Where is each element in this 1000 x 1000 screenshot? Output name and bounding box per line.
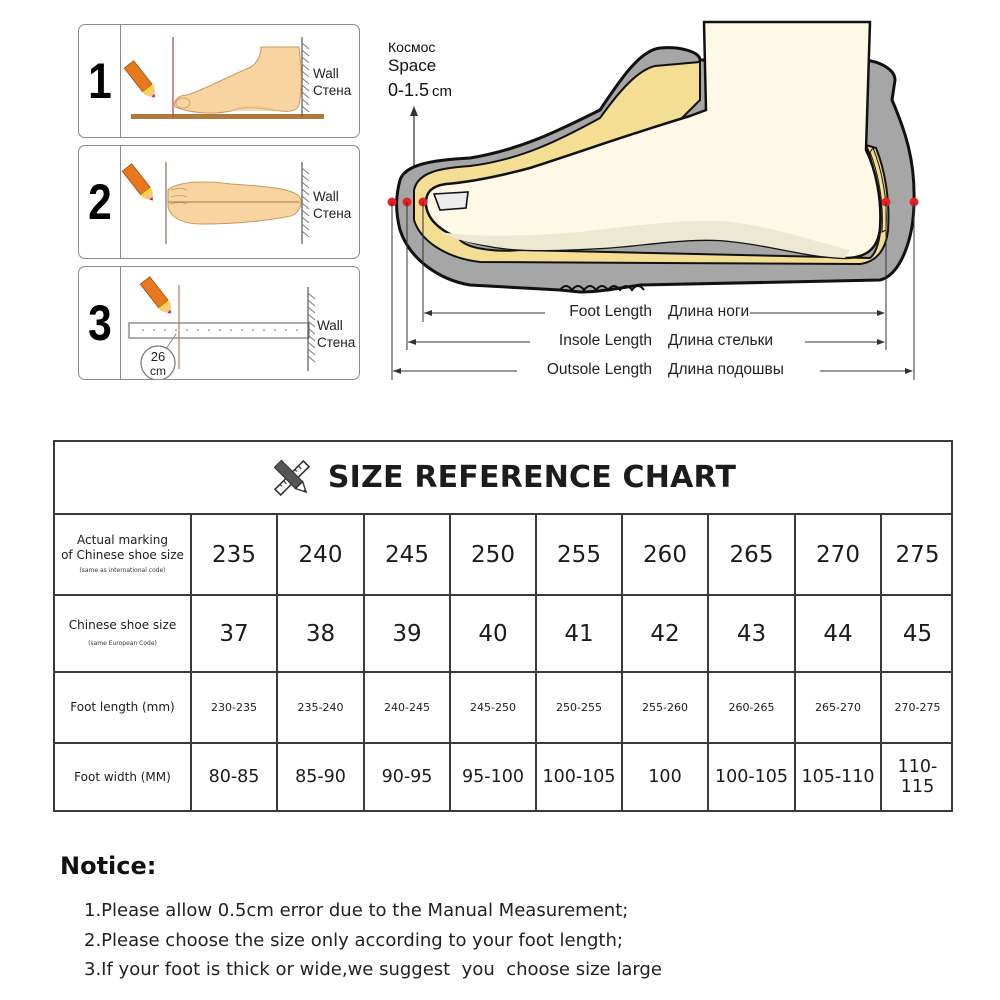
row-header-line2: of Chinese shoe size xyxy=(61,548,184,562)
step-2-panel xyxy=(78,145,360,259)
table-cell: 270 xyxy=(796,515,882,594)
table-cell: 230-235 xyxy=(192,673,278,742)
table-row-foot-width xyxy=(55,744,951,810)
wall-label-ru: Стена xyxy=(313,206,352,221)
table-row-chinese-size xyxy=(55,596,951,673)
row-header xyxy=(55,596,192,671)
table-row-foot-length xyxy=(55,673,951,744)
table-title: SIZE REFERENCE CHART xyxy=(327,460,737,495)
pencil-ruler-icon xyxy=(270,456,314,500)
table-cell: 245-250 xyxy=(451,673,537,742)
table-cell: 100-105 xyxy=(709,744,796,810)
step-number-column xyxy=(79,267,121,379)
wall-label-en: Wall xyxy=(317,318,343,333)
step-number: 1 xyxy=(87,53,112,109)
step-number-column xyxy=(79,146,121,258)
dimension-label-en: Outsole Length xyxy=(546,361,652,378)
table-cell: 85-90 xyxy=(278,744,365,810)
table-cell: 235 xyxy=(192,515,278,594)
table-cell: 255 xyxy=(537,515,623,594)
dimension-label-ru: Длина ноги xyxy=(668,303,750,320)
table-cell: 42 xyxy=(623,596,709,671)
step-number: 2 xyxy=(87,174,112,230)
table-cell: 240 xyxy=(278,515,365,594)
table-cell: 275 xyxy=(895,541,940,568)
table-cell: 37 xyxy=(192,596,278,671)
table-cell: 240-245 xyxy=(365,673,451,742)
dimension-label-ru: Длина стельки xyxy=(668,332,774,349)
step-1-panel xyxy=(78,24,360,138)
table-cell: 45 xyxy=(902,620,933,647)
table-cell: 235-240 xyxy=(278,673,365,742)
row-header: Foot width (MM) xyxy=(55,744,192,810)
notice-item: 1.Please allow 0.5cm error due to the Manual Measurement; xyxy=(84,900,629,921)
table-cell: 43 xyxy=(709,596,796,671)
notice-item: 3.If your foot is thick or wide,we suggest you choose size large xyxy=(84,959,662,980)
outsole-length-dimension xyxy=(402,361,784,379)
svg-text:cm: cm xyxy=(150,364,166,378)
space-label-en: Space xyxy=(388,56,437,75)
table-cell: 270-275 xyxy=(894,701,941,714)
table-cell: 90-95 xyxy=(365,744,451,810)
table-cell: 245 xyxy=(365,515,451,594)
svg-text:26: 26 xyxy=(150,349,166,364)
row-header xyxy=(55,515,192,594)
foot-length-dimension xyxy=(402,303,749,321)
wall-label xyxy=(313,65,351,99)
table-cell: 260-265 xyxy=(709,673,796,742)
table-cell: 250-255 xyxy=(537,673,623,742)
step-number-column xyxy=(79,25,121,137)
wall-label-ru: Стена xyxy=(317,335,356,350)
step-number: 3 xyxy=(87,295,112,351)
table-cell: 265 xyxy=(709,515,796,594)
wall-label xyxy=(317,317,355,351)
row-header-line1: Actual marking xyxy=(77,533,168,547)
table-cell: 40 xyxy=(451,596,537,671)
space-value-number: 0-1.5 xyxy=(388,80,430,100)
table-cell: 41 xyxy=(537,596,623,671)
notice-item: 2.Please choose the size only according to your foot length; xyxy=(84,930,623,951)
row-header-sublabel: (same as international code) xyxy=(79,567,166,574)
table-cell: 100 xyxy=(623,744,709,810)
space-value-unit: cm xyxy=(432,83,453,100)
row-header-label: Chinese shoe size xyxy=(68,618,177,632)
table-cell: 38 xyxy=(278,596,365,671)
table-cell: 44 xyxy=(796,596,882,671)
dimension-label-en: Foot Length xyxy=(569,303,652,320)
space-label-ru: Космос xyxy=(388,39,436,55)
dimension-label-ru: Длина подошвы xyxy=(668,361,784,378)
insole-length-dimension xyxy=(402,332,773,350)
table-cell: 39 xyxy=(365,596,451,671)
size-reference-table xyxy=(53,440,953,812)
wall-label-en: Wall xyxy=(313,66,339,81)
table-cell: 100-105 xyxy=(537,744,623,810)
wall-label-en: Wall xyxy=(313,189,339,204)
table-cell: 95-100 xyxy=(451,744,537,810)
table-title-row xyxy=(55,442,951,515)
dimension-label-en: Insole Length xyxy=(558,332,652,349)
step-3-panel xyxy=(78,266,360,380)
wall-label-ru: Стена xyxy=(313,83,352,98)
table-row-actual-marking xyxy=(55,515,951,596)
table-cell: 110-115 xyxy=(897,757,938,797)
table-cell: 80-85 xyxy=(192,744,278,810)
row-header: Foot length (mm) xyxy=(55,673,192,742)
notice-title: Notice: xyxy=(60,852,157,880)
wall-label xyxy=(313,188,351,222)
table-cell: 255-260 xyxy=(623,673,709,742)
row-header-sublabel: (same European Code) xyxy=(88,640,157,647)
table-cell: 265-270 xyxy=(796,673,882,742)
table-cell: 105-110 xyxy=(796,744,882,810)
table-cell: 260 xyxy=(623,515,709,594)
table-cell: 250 xyxy=(451,515,537,594)
